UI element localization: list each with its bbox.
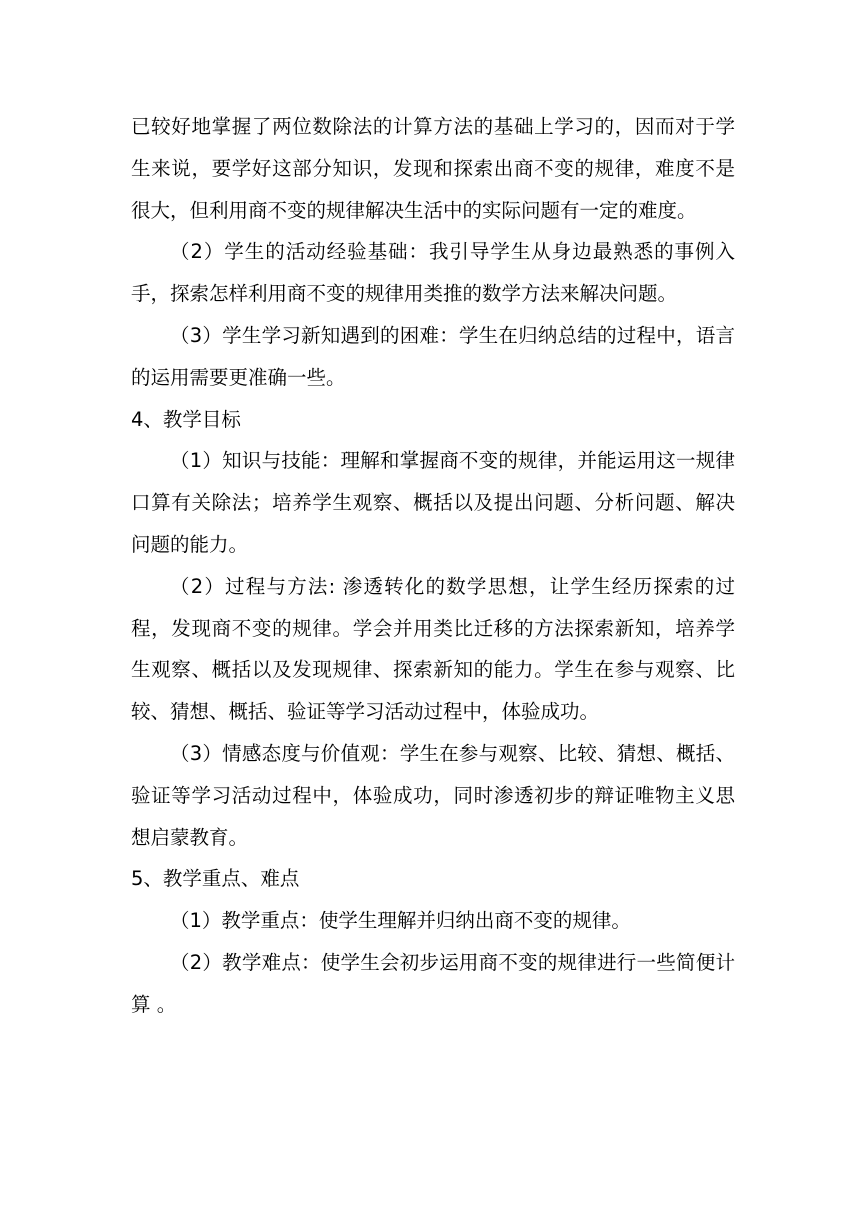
section-heading-teaching-goals: 4、教学目标: [131, 407, 241, 431]
paragraph-learning-difficulty: （3）学生学习新知遇到的困难：学生在归纳总结的过程中，语言的运用需要更准确一些。: [131, 323, 735, 389]
paragraph-analysis-continued: 已较好地掌握了两位数除法的计算方法的基础上学习的，因而对于学生来说，要学好这部分知识，发现和探索出商不变的规律，难度不是很大，但利用商不变的规律解决生活中的实际问题有一定的难度。: [131, 115, 735, 222]
paragraph-teaching-difficulty: （2）教学难点：使学生会初步运用商不变的规律进行一些简便计算 。: [131, 950, 735, 1016]
paragraph-teaching-focus: （1）教学重点：使学生理解并归纳出商不变的规律。: [170, 909, 631, 933]
paragraph-knowledge-skills: （1）知识与技能：理解和掌握商不变的规律，并能运用这一规律口算有关除法；培养学生观察、概括以及提出问题、分析问题、解决问题的能力。: [131, 449, 735, 556]
section-heading-key-points: 5、教学重点、难点: [131, 867, 300, 891]
document-body: [131, 106, 735, 1026]
paragraph-activity-experience: （2）学生的活动经验基础：我引导学生从身边最熟悉的事例入手，探索怎样利用商不变的规律用类推的数学方法来解决问题。: [131, 240, 735, 306]
paragraph-emotion-values: （3）情感态度与价值观：学生在参与观察、比较、猜想、概括、验证等学习活动过程中，体验成功，同时渗透初步的辩证唯物主义思想启蒙教育。: [131, 741, 735, 849]
paragraph-process-method: （2）过程与方法: 渗透转化的数学思想，让学生经历探索的过程，发现商不变的规律。学会并用类比迁移的方法探索新知，培养学生观察、概括以及发现规律、探索新知的能力。学生在参与观察、比较、猜想、概括、验证等学习活动过程中，体验成功。: [131, 574, 735, 724]
